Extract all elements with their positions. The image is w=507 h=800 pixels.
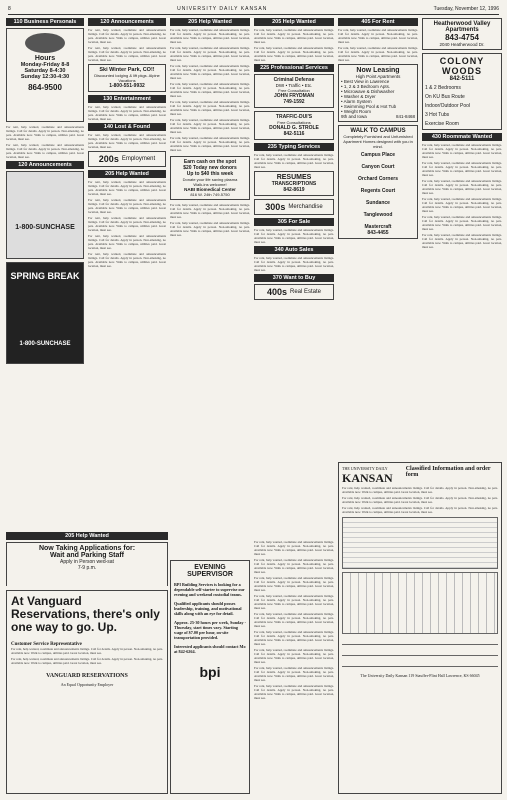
- section-header-prof-services: 225 Professional Services: [254, 64, 334, 72]
- filler-text: For rent, help wanted, roommate and announcements listings. Call for details. Apply in person. Non-smoking, no pets. Available now. Walk to campus, utilities paid. Great location, must see.: [88, 198, 166, 214]
- merchandise-number: 300s: [265, 202, 286, 212]
- kansan-logo: [342, 466, 402, 486]
- filler-text: For rent, help wanted, roommate and announcements listings. Call for details. Apply in person. Non-smoking, no pets. Available now. Walk to campus, utilities paid. Great location, must see.: [422, 161, 502, 177]
- traffic-ad: [254, 111, 334, 140]
- walk-desc: Completely Furnished and Unfurnished Apartment Homes designed with you in mind.: [343, 134, 413, 149]
- filler-text: For rent, help wanted, roommate and announcements listings. Call for details. Apply in person. Non-smoking, no pets. Available now. Walk to campus, utilities paid. Great location, must see.: [254, 576, 334, 592]
- filler-text: For rent, help wanted, roommate and announcements listings. Call for details. Apply in person. Non-smoking, no pets. Available now. Walk to campus, utilities paid. Great location, must see.: [6, 125, 84, 141]
- plasma-line-5: Walk-ins welcome!: [193, 182, 227, 187]
- filler-text: For rent, help wanted, roommate and announcements listings. Call for details. Apply in person. Non-smoking, no pets. Available now. Walk to campus, utilities paid. Great location, must see.: [11, 657, 163, 665]
- ski-phone: 1-800-551-9932: [109, 83, 145, 89]
- column-3: [170, 18, 250, 538]
- leasing-item: • 1, 2 & 3 Bedroom Apts.: [341, 84, 391, 89]
- leasing-sub: High Point Apartments: [355, 74, 401, 79]
- filler-text: For rent, help wanted, roommate and announcements listings. Call for details. Apply in person. Non-smoking, no pets. Available now. Walk to campus, utilities paid. Great location, must see.: [422, 233, 502, 249]
- hours-line-1: Monday-Friday 8-8: [20, 62, 70, 68]
- leasing-address: 9th and Iowa: [341, 114, 367, 119]
- section-header-help-wanted: 205 Help Wanted: [170, 18, 250, 26]
- filler-text: For rent, help wanted, roommate and announcements listings. Call for details. Apply in person. Non-smoking, no pets. Available now. Walk to campus, utilities paid. Great location, must see.: [338, 46, 418, 62]
- plasma-ad: [170, 156, 250, 200]
- filler-text: For rent, help wanted, roommate and announcements listings. Call for details. Apply in person. Non-smoking, no pets. Available now. Walk to campus, utilities paid. Great location, must see.: [254, 540, 334, 556]
- filler-text: For rent, help wanted, roommate and announcements listings. Call for details. Apply in person. Non-smoking, no pets. Available now. Walk to campus, utilities paid. Great location, must see.: [254, 630, 334, 646]
- employment-banner: [88, 151, 166, 167]
- ad-entry-grid[interactable]: [342, 572, 498, 634]
- colony-feature: Exercise Room: [425, 121, 459, 127]
- traffic-line-4: 842-5116: [283, 131, 305, 137]
- filler-text: For rent, help wanted, roommate and announcements listings. Call for details. Apply in person. Non-smoking, no pets. Available now. Walk to campus, utilities paid. Great location, must see.: [170, 136, 250, 152]
- walk-property: Campus Place: [360, 152, 396, 158]
- leasing-item: • Best View in Lawrence: [341, 79, 390, 84]
- filler-text: For rent, help wanted, roommate and announcements listings. Call for details. Apply in person. Non-smoking, no pets. Available now. Walk to campus, utilities paid. Great location, must see.: [342, 506, 498, 514]
- ski-subtitle: Discounted lodging & lift pkgs. Alpine Vacations: [94, 73, 160, 83]
- colony-line-2: WOODS: [442, 66, 482, 76]
- real-estate-banner: [254, 284, 334, 300]
- leasing-item: • Alarm System: [341, 99, 372, 104]
- column-6: [422, 18, 502, 458]
- masthead-title: UNIVERSITY DAILY KANSAN: [177, 6, 268, 12]
- filler-text: For rent, help wanted, roommate and announcements listings. Call for details. Apply in person. Non-smoking, no pets. Available now. Walk to campus, utilities paid. Great location, must see.: [422, 179, 502, 195]
- bpi-logo: bpi: [199, 664, 221, 680]
- plasma-line-6: NABI Biomedical Center: [184, 187, 236, 192]
- rate-table: [342, 517, 498, 569]
- filler-text: For rent, help wanted, roommate and announcements listings. Call for details. Apply in person. Non-smoking, no pets. Available now. Walk to campus, utilities paid. Great location, must see.: [422, 215, 502, 231]
- filler-text: For rent, help wanted, roommate and announcements listings. Call for details. Apply in person. Non-smoking, no pets. Available now. Walk to campus, utilities paid. Great location, must see.: [170, 221, 250, 237]
- resumes-sub: TRANSCRIPTIONS: [271, 181, 317, 187]
- filler-text: For rent, help wanted, roommate and announcements listings. Call for details. Apply in person. Non-smoking, no pets. Available now. Walk to campus, utilities paid. Great location, must see.: [88, 252, 166, 268]
- steamboat-ad: [6, 171, 84, 259]
- filler-text: For rent, help wanted, roommate and announcements listings. Call for details. Apply in person. Non-smoking, no pets. Available now. Walk to campus, utilities paid. Great location, must see.: [254, 612, 334, 628]
- leasing-item: • Washer & Dryer: [341, 94, 376, 99]
- form-title: Classified Information and order form: [405, 466, 491, 478]
- spring-break-phone: 1-800-SUNCHASE: [19, 341, 71, 347]
- section-header-entertainment: 130 Entertainment: [88, 95, 166, 103]
- heatherwood-address: 2040 Heatherwood Dr.: [439, 42, 485, 47]
- criminal-line-2: DWI • Traffic • Etc.: [275, 83, 313, 88]
- section-header-help-wanted: 205 Help Wanted: [88, 170, 166, 178]
- filler-text: For rent, help wanted, roommate and announcements listings. Call for details. Apply in person. Non-smoking, no pets. Available now. Walk to campus, utilities paid. Great location, must see.: [254, 558, 334, 574]
- criminal-line-3: Free Consultation: [278, 88, 310, 93]
- vanguard-headline: At Vanguard Reservations, there's only one way to go. Up.: [11, 594, 160, 634]
- filler-text: For rent, help wanted, roommate and announcements listings. Call for details. Apply in person. Non-smoking, no pets. Available now. Walk to campus, utilities paid. Great location, must see.: [88, 105, 166, 121]
- watkins-logo-icon: [25, 33, 65, 53]
- real-estate-label: Real Estate: [290, 289, 322, 295]
- hours-line-3: Sunday 12:30-4:30: [20, 74, 70, 80]
- heatherwood-ad: [422, 18, 502, 50]
- evening-p3: Approx. 25-30 hours per week, Sunday - Thursday, start times vary. Starting wage of $7.00 per hour, on-site transportation provided.: [174, 620, 246, 640]
- classified-order-form: [338, 462, 502, 794]
- name-field[interactable]: [342, 638, 498, 645]
- column-2: [88, 18, 166, 538]
- heatherwood-line-2: Apartments: [445, 27, 479, 33]
- resumes-title: RESUMES: [276, 174, 312, 181]
- walk-property: Mastercraft: [364, 224, 392, 230]
- section-header-for-sale: 305 For Sale: [254, 218, 334, 226]
- column-5: [338, 18, 418, 458]
- section-header-lost-found: 140 Lost & Found: [88, 123, 166, 131]
- evening-supervisor-ad: [170, 560, 250, 794]
- walk-property: Regents Court: [360, 188, 396, 194]
- spring-break-ad: [6, 262, 84, 364]
- resumes-phone: 842-8619: [283, 187, 305, 193]
- criminal-defense-ad: [254, 74, 334, 108]
- real-estate-number: 400s: [266, 287, 287, 297]
- filler-text: For rent, help wanted, roommate and announcements listings. Call for details. Apply in person. Non-smoking, no pets. Available now. Walk to campus, utilities paid. Great location, must see.: [170, 46, 250, 62]
- leasing-title: Now Leasing: [356, 67, 400, 74]
- now-taking-box: [6, 542, 168, 586]
- vanguard-logo: VANGUARD RESERVATIONS: [46, 673, 128, 679]
- now-taking-line-2: Wait and Parking Staff: [49, 552, 125, 559]
- section-header-help-wanted: 205 Help Wanted: [6, 532, 168, 540]
- now-taking-line-4: 7-9 p.m.: [77, 565, 97, 571]
- section-header-announcements: 120 Announcements: [88, 18, 166, 26]
- plasma-line-7: 816 W. 24th 749-5750: [190, 192, 230, 197]
- merchandise-label: Merchandise: [288, 204, 323, 210]
- filler-text: For rent, help wanted, roommate and announcements listings. Call for details. Apply in person. Non-smoking, no pets. Available now. Walk to campus, utilities paid. Great location, must see.: [88, 133, 166, 149]
- walk-property: Sundance: [366, 200, 390, 206]
- filler-text: For rent, help wanted, roommate and announcements listings. Call for details. Apply in person. Non-smoking, no pets. Available now. Walk to campus, utilities paid. Great location, must see.: [254, 46, 334, 62]
- vanguard-eoe: An Equal Opportunity Employer: [60, 682, 114, 687]
- leasing-footer: [341, 114, 415, 119]
- now-taking-line-3: Apply in Person wed-sat: [60, 559, 114, 565]
- filler-text: For rent, help wanted, roommate and announcements listings. Call for details. Apply in person. Non-smoking, no pets. Available now. Walk to campus, utilities paid. Great location, must see.: [88, 46, 166, 62]
- filler-text: For rent, help wanted, roommate and announcements listings. Call for details. Apply in person. Non-smoking, no pets. Available now. Walk to campus, utilities paid. Great location, must see.: [88, 234, 166, 250]
- colony-feature: 3 Hot Tubs: [425, 112, 450, 118]
- address-field[interactable]: [342, 649, 498, 656]
- leasing-phone: 841-8468: [395, 114, 415, 119]
- now-leasing-ad: [338, 64, 418, 122]
- plasma-line-3: Up to $40 this week: [186, 171, 234, 177]
- plasma-line-2: $20 Today new donors: [183, 165, 237, 171]
- filler-text: For rent, help wanted, roommate and announcements listings. Call for details. Apply in person. Non-smoking, no pets. Available now. Walk to campus, utilities paid. Great location, must see.: [88, 28, 166, 44]
- steamboat-phone: 1-800-SUNCHASE: [15, 224, 75, 231]
- now-taking-ad: [6, 532, 168, 586]
- section-header-announcements: 120 Announcements: [6, 161, 84, 169]
- filler-text: For rent, help wanted, roommate and announcements listings. Call for details. Apply in person. Non-smoking, no pets. Available now. Walk to campus, utilities paid. Great location, must see.: [170, 28, 250, 44]
- ski-title: Ski Winter Park, CO!!: [99, 67, 155, 73]
- colony-line-1: COLONY: [439, 56, 485, 66]
- heatherwood-line-1: Heatherwood Valley: [433, 21, 491, 27]
- kansan-logo-main: KANSAN: [342, 471, 393, 485]
- traffic-line-1: TRAFFIC-DUI'S: [275, 114, 313, 120]
- filler-text: For rent, help wanted, roommate and announcements listings. Call for details. Apply in person. Non-smoking, no pets. Available now. Walk to campus, utilities paid. Great location, must see.: [254, 228, 334, 244]
- traffic-line-2: Free Consultations: [277, 120, 311, 125]
- watkins-ad: [6, 28, 84, 122]
- traffic-line-3: DONALD G. STROLE: [269, 125, 319, 131]
- ski-ad: [88, 64, 166, 92]
- filler-text: For rent, help wanted, roommate and announcements listings. Call for details. Apply in person. Non-smoking, no pets. Available now. Walk to campus, utilities paid. Great location, must see.: [422, 197, 502, 213]
- form-footer: The University Daily Kansan 119 Stauffer-Flint Hall Lawrence, KS 66045: [360, 673, 480, 678]
- masthead: [8, 4, 499, 15]
- section-header-want-buy: 370 Want to Buy: [254, 274, 334, 282]
- phone-field[interactable]: [342, 660, 498, 667]
- filler-text: For rent, help wanted, roommate and announcements listings. Call for details. Apply in person. Non-smoking, no pets. Available now. Walk to campus, utilities paid. Great location, must see.: [254, 256, 334, 272]
- filler-text: For rent, help wanted, roommate and announcements listings. Call for details. Apply in person. Non-smoking, no pets. Available now. Walk to campus, utilities paid. Great location, must see.: [422, 143, 502, 159]
- filler-text: For rent, help wanted, roommate and announcements listings. Call for details. Apply in person. Non-smoking, no pets. Available now. Walk to campus, utilities paid. Great location, must see.: [170, 203, 250, 219]
- colony-woods-ad: [422, 53, 502, 130]
- walk-phone: 843-4455: [367, 230, 389, 236]
- filler-text: For rent, help wanted, roommate and announcements listings. Call for details. Apply in person. Non-smoking, no pets. Available now. Walk to campus, utilities paid. Great location, must see.: [6, 143, 84, 159]
- form-header: [342, 466, 498, 486]
- section-header-business: 110 Business Personals: [6, 18, 84, 26]
- filler-text: For rent, help wanted, roommate and announcements listings. Call for details. Apply in person. Non-smoking, no pets. Available now. Walk to campus, utilities paid. Great location, must see.: [254, 594, 334, 610]
- filler-text: For rent, help wanted, roommate and announcements listings. Call for details. Apply in person. Non-smoking, no pets. Available now. Walk to campus, utilities paid. Great location, must see.: [11, 647, 163, 655]
- leasing-item: • Weight Room: [341, 109, 372, 114]
- section-header-for-rent: 405 For Rent: [338, 18, 418, 26]
- colony-phone: 842-5111: [449, 76, 475, 82]
- hours-phone: 864-9500: [28, 83, 62, 92]
- spring-break-title: SPRING BREAK: [10, 271, 80, 281]
- filler-text: For rent, help wanted, roommate and announcements listings. Call for details. Apply in person. Non-smoking, no pets. Available now. Walk to campus, utilities paid. Great location, must see.: [342, 486, 498, 494]
- filler-text: For rent, help wanted, roommate and announcements listings. Call for details. Apply in person. Non-smoking, no pets. Available now. Walk to campus, utilities paid. Great location, must see.: [254, 684, 334, 700]
- criminal-line-5: 749-1592: [283, 99, 305, 105]
- section-header-roommate: 430 Roommate Wanted: [422, 133, 502, 141]
- walk-property: Tanglewood: [363, 212, 393, 218]
- vanguard-ad: [6, 590, 168, 794]
- evening-p4: Interested applicants should contact Mo at 842-6264.: [174, 644, 246, 654]
- plasma-line-4: Donate your life saving plasma: [182, 177, 238, 182]
- filler-text: For rent, help wanted, roommate and announcements listings. Call for details. Apply in person. Non-smoking, no pets. Available now. Walk to campus, utilities paid. Great location, must see.: [338, 28, 418, 44]
- filler-text: For rent, help wanted, roommate and announcements listings. Call for details. Apply in person. Non-smoking, no pets. Available now. Walk to campus, utilities paid. Great location, must see.: [254, 666, 334, 682]
- colony-feature: Indoor/Outdoor Pool: [425, 103, 471, 109]
- walk-title: WALK TO CAMPUS: [350, 128, 406, 134]
- leasing-item: • Swimming Pool & Hot Tub: [341, 104, 397, 109]
- walk-property: Canyon Court: [361, 164, 395, 170]
- filler-text: For rent, help wanted, roommate and announcements listings. Call for details. Apply in person. Non-smoking, no pets. Available now. Walk to campus, utilities paid. Great location, must see.: [88, 216, 166, 232]
- filler-text: For rent, help wanted, roommate and announcements listings. Call for details. Apply in person. Non-smoking, no pets. Available now. Walk to campus, utilities paid. Great location, must see.: [170, 82, 250, 98]
- walk-to-campus-ad: [338, 125, 418, 239]
- hours-line-2: Saturday 8-4:30: [24, 68, 66, 74]
- section-header-autos: 340 Auto Sales: [254, 246, 334, 254]
- evening-title: EVENING SUPERVISOR: [187, 564, 233, 578]
- heatherwood-phone: 843-4754: [445, 33, 479, 42]
- evening-p2: Qualified applicants should posses leadership, training, and motivational skills along with an eye for detail.: [174, 601, 242, 616]
- hours-title: Hours: [34, 55, 56, 62]
- colony-feature: On KU Bus Route: [425, 94, 465, 100]
- plasma-line-1: Earn cash on the spot: [183, 159, 237, 165]
- criminal-line-4: JOHN FRYDMAN: [273, 93, 315, 99]
- filler-text: For rent, help wanted, roommate and announcements listings. Call for details. Apply in person. Non-smoking, no pets. Available now. Walk to campus, utilities paid. Great location, must see.: [342, 496, 498, 504]
- resumes-ad: [254, 171, 334, 196]
- walk-property: Orchard Corners: [357, 176, 398, 182]
- filler-text: For rent, help wanted, roommate and announcements listings. Call for details. Apply in person. Non-smoking, no pets. Available now. Walk to campus, utilities paid. Great location, must see.: [170, 100, 250, 116]
- column-4: [254, 18, 334, 538]
- filler-text: For rent, help wanted, roommate and announcements listings. Call for details. Apply in person. Non-smoking, no pets. Available now. Walk to campus, utilities paid. Great location, must see.: [254, 648, 334, 664]
- criminal-line-1: Criminal Defense: [273, 77, 315, 83]
- colony-feature: 1 & 2 Bedrooms: [425, 85, 461, 91]
- employment-number: 200s: [98, 154, 119, 164]
- masthead-page: 8: [8, 6, 11, 12]
- employment-label: Employment: [121, 156, 156, 162]
- filler-text: For rent, help wanted, roommate and announcements listings. Call for details. Apply in person. Non-smoking, no pets. Available now. Walk to campus, utilities paid. Great location, must see.: [254, 153, 334, 169]
- merchandise-banner: [254, 199, 334, 215]
- section-header-typing: 235 Typing Services: [254, 143, 334, 151]
- filler-text: For rent, help wanted, roommate and announcements listings. Call for details. Apply in person. Non-smoking, no pets. Available now. Walk to campus, utilities paid. Great location, must see.: [170, 64, 250, 80]
- filler-text: For rent, help wanted, roommate and announcements listings. Call for details. Apply in person. Non-smoking, no pets. Available now. Walk to campus, utilities paid. Great location, must see.: [88, 180, 166, 196]
- now-taking-line-1: Now Taking Applications for:: [38, 545, 136, 552]
- column-4-lower: [254, 540, 334, 794]
- vanguard-role: Customer Service Representative: [11, 642, 82, 647]
- leasing-item: • Microwave & Dishwasher: [341, 89, 395, 94]
- masthead-date: Tuesday, November 12, 1996: [433, 6, 499, 12]
- kansan-logo-top: THE UNIVERSITY DAILY: [342, 466, 388, 471]
- evening-p1: BPI Building Services is looking for a dependable self-starter to supervise our evening and weekend custodial teams.: [174, 582, 245, 597]
- filler-text: For rent, help wanted, roommate and announcements listings. Call for details. Apply in person. Non-smoking, no pets. Available now. Walk to campus, utilities paid. Great location, must see.: [254, 28, 334, 44]
- filler-text: For rent, help wanted, roommate and announcements listings. Call for details. Apply in person. Non-smoking, no pets. Available now. Walk to campus, utilities paid. Great location, must see.: [170, 118, 250, 134]
- section-header-help-wanted: 205 Help Wanted: [254, 18, 334, 26]
